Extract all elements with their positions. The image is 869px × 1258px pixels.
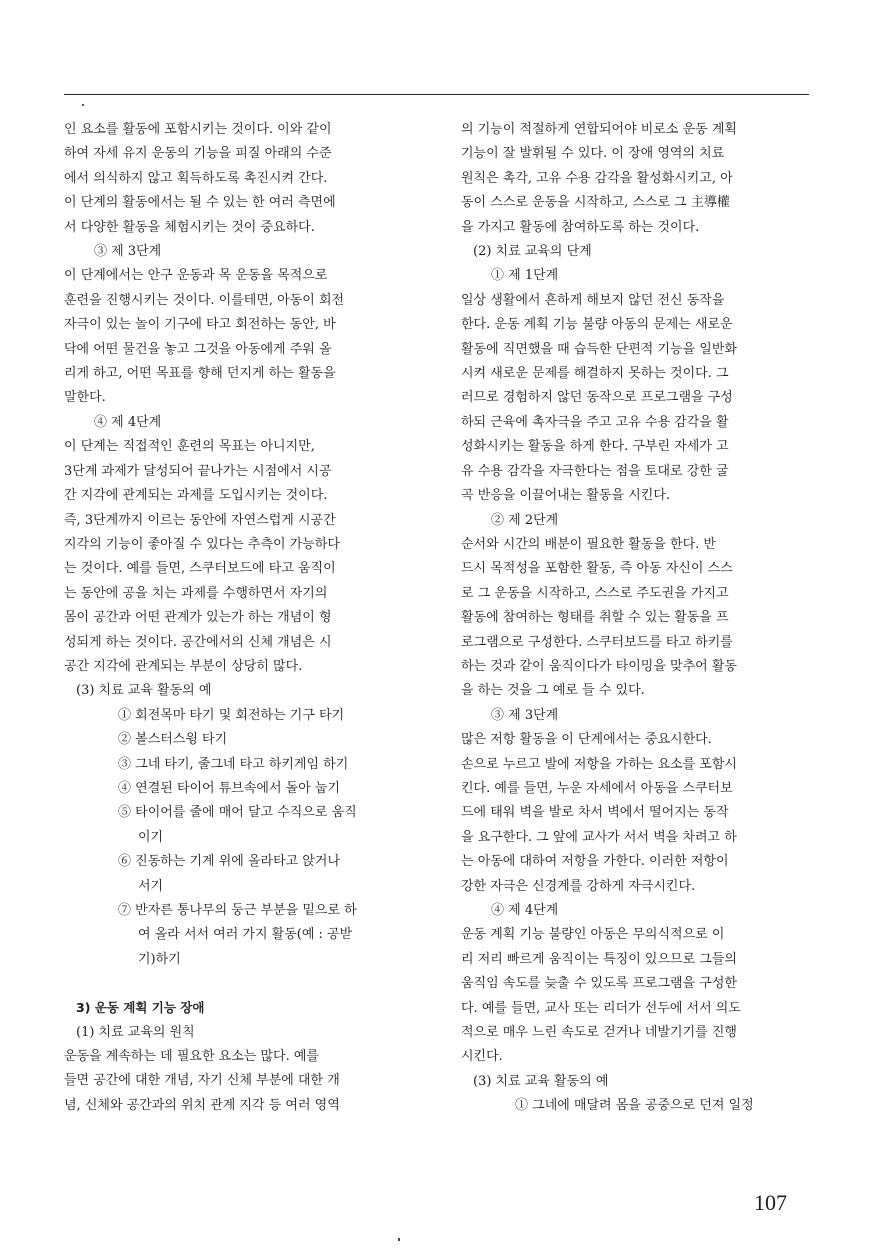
text-line: 훈련을 진행시키는 것이다. 이를테면, 아동이 회전: [64, 292, 345, 308]
text-line: 강한 자극은 신경계를 강하게 자극시킨다.: [461, 878, 696, 894]
text-line: 서기: [138, 878, 164, 894]
text-line: 이 단계는 직접적인 훈련의 목표는 아니지만,: [64, 439, 315, 455]
text-line: 시킨다.: [461, 1049, 503, 1065]
text-line: 원칙은 촉각, 고유 수용 감각을 활성화시키고, 아: [461, 170, 733, 186]
text-line: (1) 치료 교육의 원칙: [76, 1024, 195, 1040]
text-line: 념, 신체와 공간과의 위치 관계 지각 등 여러 영역: [64, 1097, 340, 1113]
text-line: ④ 연결된 타이어 튜브속에서 돌아 눕기: [118, 780, 341, 796]
left-column: [64, 118, 416, 1118]
text-line: 로 그 운동을 시작하고, 스스로 주도권을 가지고: [461, 585, 729, 601]
text-line: 서 다양한 활동을 체험시키는 것이 중요하다.: [64, 219, 315, 235]
text-line: 기)하기: [138, 951, 181, 967]
right-column: [461, 118, 813, 1119]
text-line: 적으로 매우 느린 속도로 걷거나 네발기기를 진행: [461, 1025, 737, 1041]
text-line: 드시 목적성을 포함한 활동, 즉 아동 자신이 스스: [461, 561, 733, 577]
text-line: 지각의 기능이 좋아질 수 있다는 추측이 가능하다: [64, 536, 340, 552]
text-line: 말한다.: [64, 390, 106, 406]
text-line: ⑥ 진동하는 기계 위에 올라타고 앉거나: [118, 854, 341, 870]
text-line: 킨다. 예를 들면, 누운 자세에서 아동을 스쿠터보: [461, 780, 733, 796]
text-line: 공간 지각에 관계되는 부분이 상당히 많다.: [64, 658, 303, 674]
text-line: 리 저리 빠르게 움직이는 특징이 있으므로 그들의: [461, 951, 737, 967]
text-line: ④ 제 4단계: [94, 414, 162, 430]
text-line: 기능이 잘 발휘될 수 있다. 이 장애 영역의 치료: [461, 146, 725, 162]
text-line: 몸이 공간과 어떤 관계가 있는가 하는 개념이 형: [64, 610, 332, 626]
text-line: 하는 것과 같이 움직이다가 타이밍을 맞추어 활동: [461, 658, 737, 674]
text-line: 에서 의식하지 않고 획득하도록 촉진시켜 간다.: [64, 170, 328, 186]
text-line: 이기: [138, 829, 164, 845]
text-line: 자극이 있는 놀이 기구에 타고 회전하는 동안, 바: [64, 317, 336, 333]
text-line: 운동 계획 기능 불량인 아동은 무의식적으로 이: [461, 927, 725, 943]
text-line: 드에 태워 벽을 발로 차서 벽에서 떨어지는 동작: [461, 805, 729, 821]
text-line: ② 제 2단계: [491, 512, 559, 528]
text-line: 로그램으로 구성한다. 스쿠터보드를 타고 하키를: [461, 634, 733, 650]
text-line: 을 가지고 활동에 참여하도록 하는 것이다.: [461, 219, 700, 235]
text-line: (3) 치료 교육 활동의 예: [473, 1073, 609, 1089]
text-line: 순서와 시간의 배분이 필요한 활동을 한다. 반: [461, 536, 716, 552]
text-line: 3) 운동 계획 기능 장애: [76, 1000, 205, 1016]
text-line: 의 기능이 적절하게 연합되어야 비로소 운동 계획: [461, 122, 737, 137]
spacer: [64, 972, 416, 996]
margin-mark: [82, 104, 84, 106]
text-line: 이 단계에서는 안구 운동과 목 운동을 목적으로: [64, 268, 328, 284]
text-line: ⑤ 타이어를 줄에 매어 달고 수직으로 움직: [118, 805, 357, 821]
text-line: 여 올라 서서 여러 가지 활동(예 : 공받: [138, 927, 353, 943]
text-line: 움직임 속도를 늦출 수 있도록 프로그램을 구성한: [461, 976, 737, 992]
text-line: 성화시키는 활동을 하게 한다. 구부린 자세가 고: [461, 439, 729, 455]
text-line: 하여 자세 유지 운동의 기능을 피질 아래의 수준: [64, 146, 332, 162]
text-line: 다. 예를 들면, 교사 또는 리더가 선두에 서서 의도: [461, 1000, 741, 1016]
text-line: ③ 제 3단계: [94, 244, 162, 260]
text-line: ⑦ 반자른 통나무의 둥근 부분을 밑으로 하: [118, 903, 357, 918]
text-line: 이 단계의 활동에서는 될 수 있는 한 여러 측면에: [64, 195, 336, 211]
text-line: ② 볼스터스윙 타기: [118, 732, 228, 748]
text-line: 하되 근육에 촉자극을 주고 고유 수용 감각을 활: [461, 414, 729, 430]
bottom-mark: [398, 1238, 400, 1241]
text-line: 동이 스스로 운동을 시작하고, 스스로 그 主導權: [461, 195, 730, 211]
text-line: 곡 반응을 이끌어내는 활동을 시킨다.: [461, 488, 671, 504]
text-line: 닥에 어떤 물건을 놓고 그것을 아동에게 주워 올: [64, 341, 332, 357]
text-line: 을 하는 것을 그 예로 들 수 있다.: [461, 683, 645, 699]
text-line: 활동에 직면했을 때 습득한 단편적 기능을 일반화: [461, 341, 737, 357]
text-line: (3) 치료 교육 활동의 예: [76, 683, 212, 699]
text-line: 간 지각에 관계되는 과제를 도입시키는 것이다.: [64, 488, 328, 504]
text-line: 러므로 경험하지 않던 동작으로 프로그램을 구성: [461, 390, 733, 406]
text-line: 리게 하고, 어떤 목표를 향해 던지게 하는 활동을: [64, 366, 336, 382]
text-line: 는 아동에 대하여 저항을 가한다. 이러한 저항이: [461, 854, 729, 870]
text-line: 인 요소를 활동에 포함시키는 것이다. 이와 같이: [64, 122, 332, 137]
text-line: 3단계 과제가 달성되어 끝나가는 시점에서 시공: [64, 463, 332, 479]
text-line: ③ 제 3단계: [491, 707, 559, 723]
text-line: 일상 생활에서 흔하게 해보지 않던 전신 동작을: [461, 292, 725, 308]
text-line: 손으로 누르고 발에 저항을 가하는 요소를 포함시: [461, 756, 737, 772]
text-line: 을 요구한다. 그 앞에 교사가 서서 벽을 차려고 하: [461, 829, 737, 845]
text-line: ③ 그네 타기, 줄그네 타고 하키게임 하기: [118, 756, 349, 772]
text-line: 시켜 새로운 문제를 해결하지 못하는 것이다. 그: [461, 366, 729, 382]
text-line: 한다. 운동 계획 기능 불량 아동의 문제는 새로운: [461, 317, 733, 333]
text-line: 유 수용 감각을 자극한다는 점을 토대로 강한 굴: [461, 463, 729, 479]
text-line: 많은 저항 활동을 이 단계에서는 중요시한다.: [461, 732, 712, 748]
text-line: 운동을 계속하는 데 필요한 요소는 많다. 예를: [64, 1049, 319, 1065]
text-line: ① 회전목마 타기 및 회전하는 기구 타기: [118, 707, 345, 723]
page-number: 107: [754, 1190, 787, 1215]
text-line: 성되게 하는 것이다. 공간에서의 신체 개념은 시: [64, 634, 332, 650]
text-line: 들면 공간에 대한 개념, 자기 신체 부분에 대한 개: [64, 1073, 340, 1089]
text-line: 는 동안에 공을 치는 과제를 수행하면서 자기의: [64, 585, 328, 601]
text-line: ④ 제 4단계: [491, 903, 559, 918]
text-line: 는 것이다. 예를 들면, 스쿠터보드에 타고 움직이: [64, 561, 336, 577]
text-line: 즉, 3단계까지 이르는 동안에 자연스럽게 시공간: [64, 512, 336, 528]
text-line: ① 제 1단계: [491, 268, 559, 284]
header-rule: [64, 94, 809, 95]
text-line: ① 그네에 매달려 몸을 공중으로 던져 일정: [515, 1098, 754, 1114]
text-line: (2) 치료 교육의 단계: [473, 244, 592, 260]
text-line: 활동에 참여하는 형태를 취할 수 있는 활동을 프: [461, 610, 729, 626]
